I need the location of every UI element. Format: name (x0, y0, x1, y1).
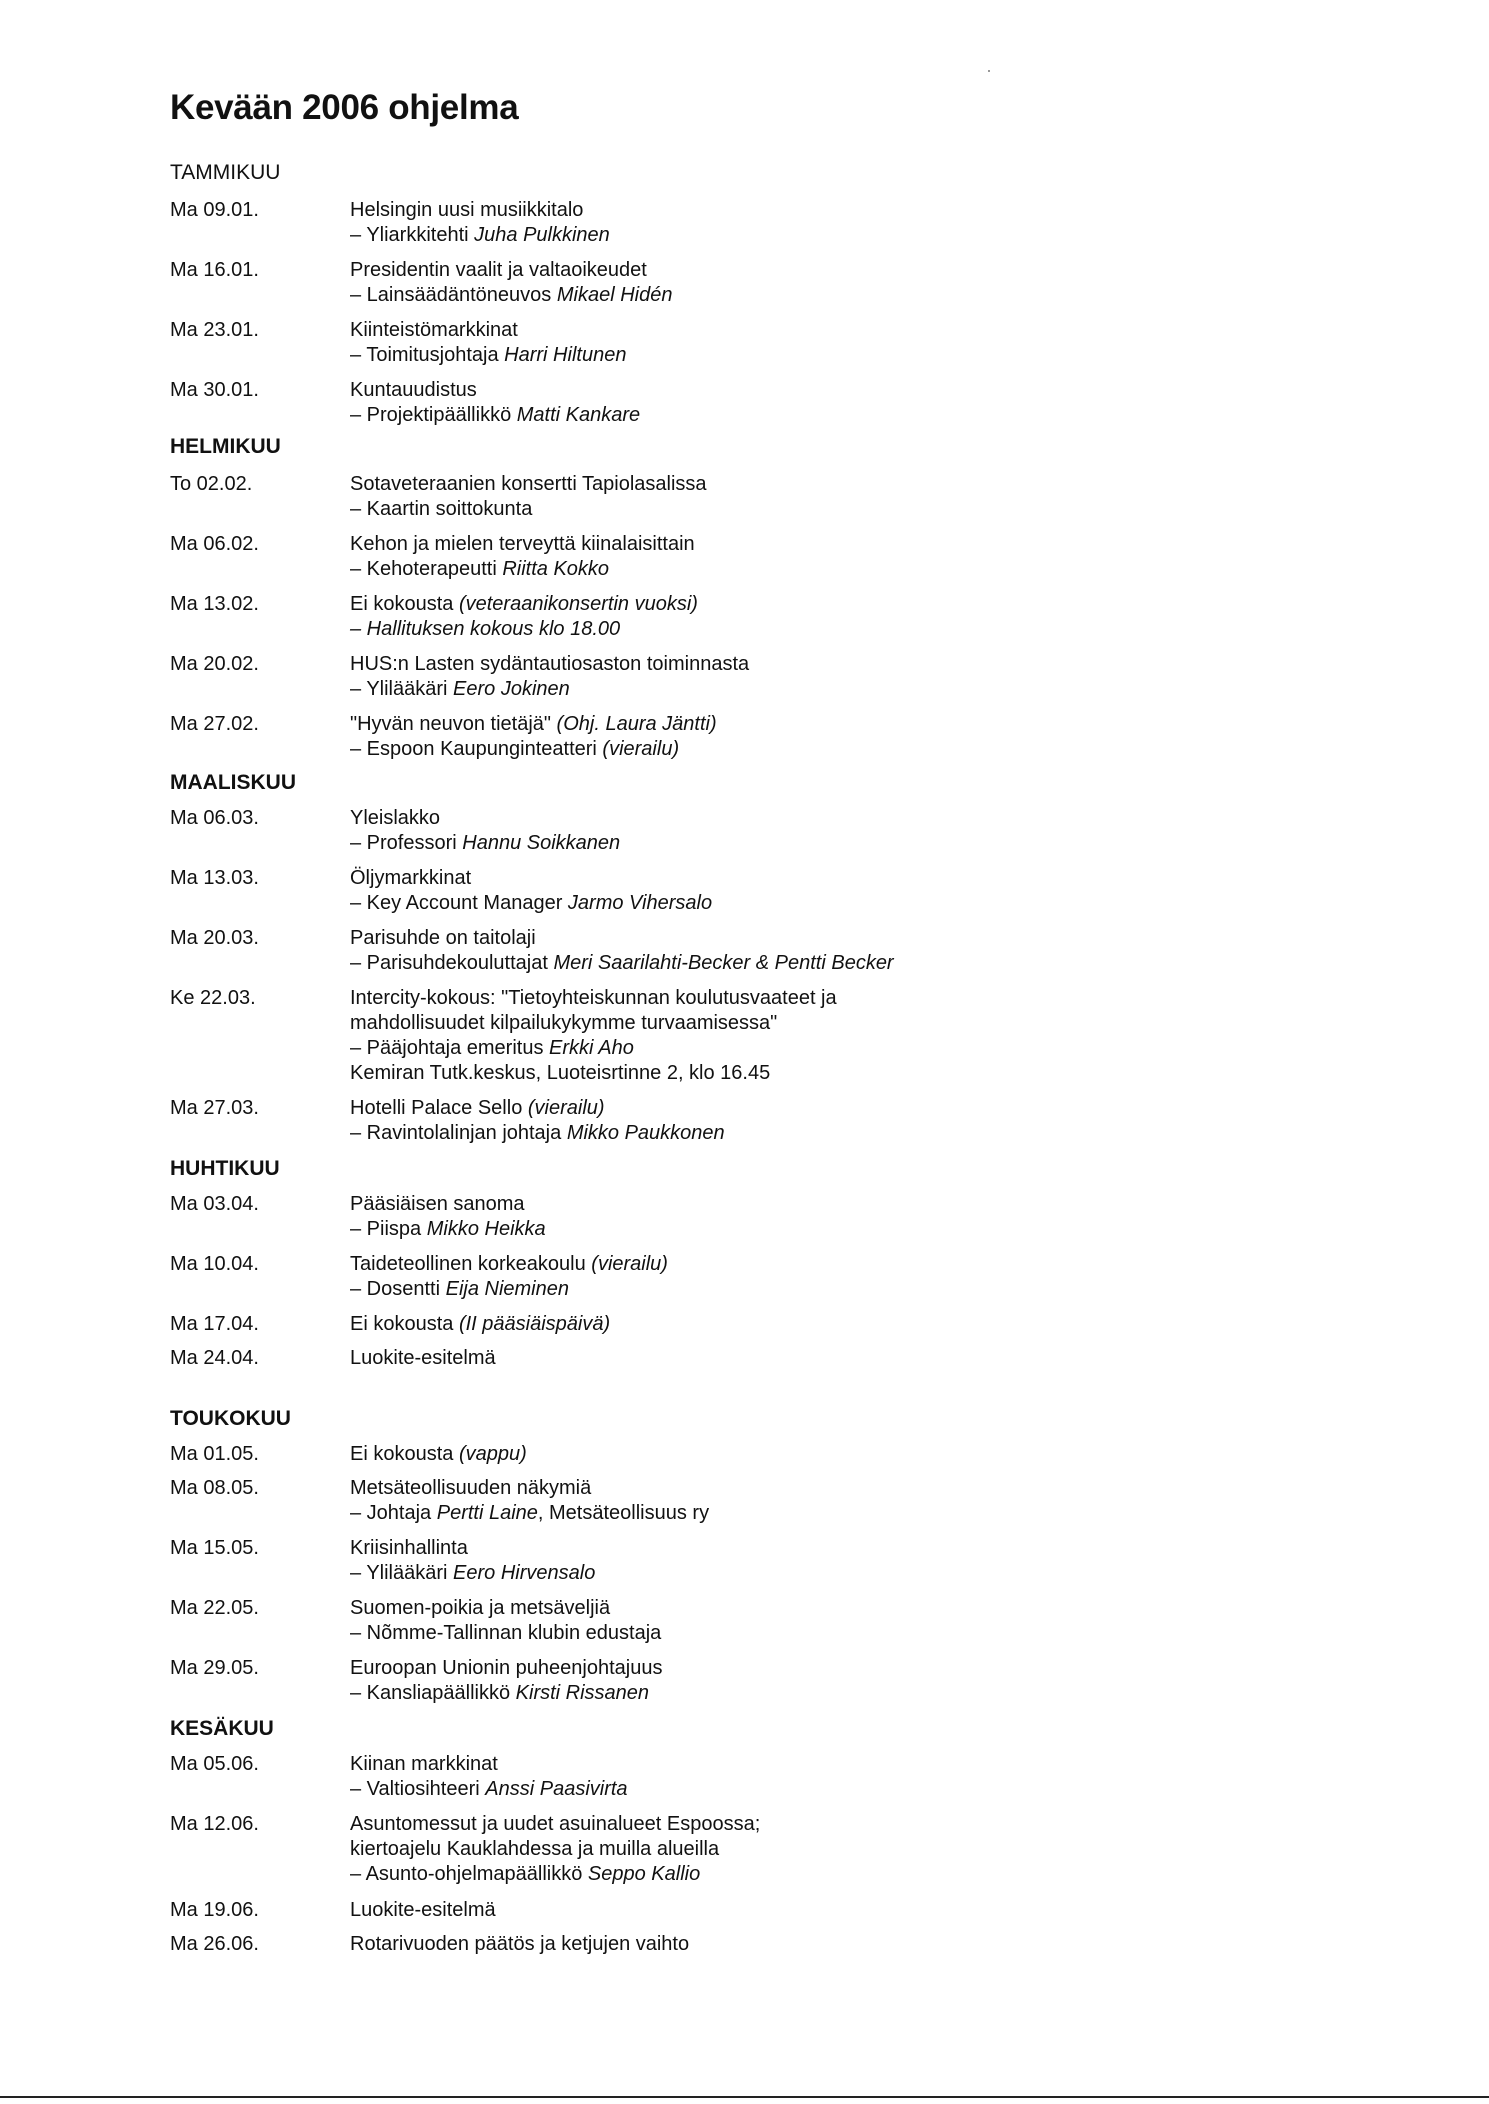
event-text-italic: Jarmo Vihersalo (567, 892, 713, 914)
event-text: Kiinan markkinat (350, 1753, 498, 1775)
event-text: – Valtiosihteeri (350, 1778, 486, 1800)
event-date: Ma 13.02. (170, 593, 259, 615)
event-line (350, 1501, 709, 1526)
event-text: – Johtaja (350, 1502, 437, 1524)
event-text-italic: Juha Pulkkinen (474, 224, 610, 246)
event-line (350, 1932, 689, 1957)
event-text-italic: (II pääsiäispäivä) (458, 1313, 611, 1335)
month-heading: HELMIKUU (170, 435, 281, 458)
event-text-italic: (vierailu) (591, 1253, 668, 1275)
event-line (350, 1837, 760, 1862)
event-text: – Yliarkkitehti (350, 224, 475, 246)
event-text: Kuntauudistus (350, 379, 477, 401)
event-text-italic: (vierailu) (527, 1097, 605, 1119)
event-description (350, 1096, 725, 1146)
event-text-italic: Mikko Paukkonen (566, 1122, 725, 1144)
event-date: To 02.02. (170, 473, 253, 495)
event-description (350, 926, 894, 976)
event-text: HUS:n Lasten sydäntautiosaston toiminnasta (350, 653, 750, 675)
event-line (350, 712, 717, 737)
event-date: Ma 30.01. (170, 379, 259, 401)
event-date: Ma 20.03. (170, 927, 259, 949)
event-line (350, 1898, 496, 1923)
month-heading: KESÄKUU (170, 1717, 274, 1740)
event-date: Ma 09.01. (170, 199, 259, 221)
event-date: Ma 10.04. (170, 1253, 259, 1275)
event-line (350, 1476, 709, 1501)
event-line (350, 198, 610, 223)
event-text-italic: Erkki Aho (549, 1037, 634, 1059)
event-text: – Lainsäädäntöneuvos (350, 284, 557, 306)
event-text: Taideteollinen korkeakoulu (350, 1253, 592, 1275)
event-date: Ma 06.03. (170, 807, 259, 829)
event-description (350, 1476, 709, 1526)
event-line (350, 677, 749, 702)
event-text: Sotaveteraanien konsertti Tapiolasalissa (350, 473, 707, 495)
event-text: Luokite-esitelmä (350, 1899, 496, 1921)
event-description (350, 1932, 689, 1957)
event-description (350, 1752, 628, 1802)
event-date: Ma 17.04. (170, 1313, 259, 1335)
event-text-italic: Mikael Hidén (556, 284, 673, 306)
event-description (350, 806, 620, 856)
event-description (350, 1536, 595, 1586)
event-line (350, 283, 672, 308)
event-line (350, 866, 712, 891)
event-text: – Toimitusjohtaja (350, 344, 505, 366)
event-text-italic: (vappu) (458, 1443, 527, 1465)
event-line (350, 1036, 837, 1061)
event-line (350, 1812, 760, 1837)
event-date: Ma 16.01. (170, 259, 259, 281)
event-line (350, 223, 610, 248)
event-line (350, 1217, 546, 1242)
event-line (350, 1192, 546, 1217)
event-date: Ma 23.01. (170, 319, 259, 341)
event-description (350, 1192, 546, 1242)
event-text: – Dosentti (350, 1278, 446, 1300)
event-date: Ma 03.04. (170, 1193, 259, 1215)
event-line (350, 1777, 628, 1802)
event-text: – Professori (350, 832, 463, 854)
event-line (350, 986, 837, 1011)
event-line (350, 926, 894, 951)
event-line (350, 891, 712, 916)
month-heading: HUHTIKUU (170, 1157, 280, 1180)
event-description (350, 532, 695, 582)
event-text-italic: (vierailu) (602, 738, 680, 760)
event-text: mahdollisuudet kilpailukykymme turvaamisessa" (350, 1012, 778, 1034)
event-description (350, 318, 626, 368)
event-text-italic: Hannu Soikkanen (462, 832, 621, 854)
event-line (350, 378, 640, 403)
event-text-italic: (Ohj. Laura Jäntti) (556, 713, 717, 735)
event-text-italic: Pertti Laine (436, 1502, 538, 1524)
event-line (350, 497, 707, 522)
event-description (350, 866, 712, 916)
event-date: Ma 22.05. (170, 1597, 259, 1619)
event-text: Luokite-esitelmä (350, 1347, 496, 1369)
event-description (350, 1252, 668, 1302)
event-line (350, 652, 749, 677)
event-text: – Asunto-ohjelmapäällikkö (350, 1863, 588, 1885)
event-description (350, 1812, 760, 1887)
event-date: Ma 27.02. (170, 713, 259, 735)
event-text-italic: Matti Kankare (516, 404, 641, 426)
event-line (350, 1312, 610, 1337)
event-line (350, 1681, 662, 1706)
event-text: , Metsäteollisuus ry (537, 1502, 710, 1524)
event-date: Ma 08.05. (170, 1477, 259, 1499)
event-description (350, 258, 672, 308)
event-date: Ma 05.06. (170, 1753, 259, 1775)
event-description (350, 1898, 496, 1923)
event-description (350, 592, 698, 642)
event-description (350, 1656, 662, 1706)
event-line (350, 318, 626, 343)
event-text: Ei kokousta (350, 1313, 459, 1335)
event-line (350, 1621, 661, 1646)
event-text: – Kansliapäällikkö (350, 1682, 516, 1704)
event-line (350, 1346, 496, 1371)
event-text-italic: Eero Jokinen (453, 678, 570, 700)
event-line (350, 258, 672, 283)
event-line (350, 472, 707, 497)
event-text-italic: Kirsti Rissanen (515, 1682, 650, 1704)
event-text: Metsäteollisuuden näkymiä (350, 1477, 592, 1499)
event-date: Ma 13.03. (170, 867, 259, 889)
event-text-italic: Anssi Paasivirta (485, 1778, 628, 1800)
event-text-italic: Seppo Kallio (587, 1863, 701, 1885)
event-text: – Projektipäällikkö (350, 404, 517, 426)
event-text-italic: Meri Saarilahti-Becker & Pentti Becker (553, 952, 894, 974)
event-text: – Ravintolalinjan johtaja (350, 1122, 567, 1144)
scan-speck (988, 70, 990, 72)
event-date: Ma 01.05. (170, 1443, 259, 1465)
event-description (350, 986, 837, 1086)
event-text: Helsingin uusi musiikkitalo (350, 199, 584, 221)
event-text: – Espoon Kaupunginteatteri (350, 738, 603, 760)
event-text: – Kehoterapeutti (350, 558, 503, 580)
event-line (350, 1656, 662, 1681)
event-description (350, 1346, 496, 1371)
event-line (350, 1011, 837, 1036)
month-heading: MAALISKUU (170, 771, 296, 794)
event-text: Öljymarkkinat (350, 867, 472, 889)
event-text: Hotelli Palace Sello (350, 1097, 528, 1119)
event-line (350, 1596, 661, 1621)
event-line (350, 557, 695, 582)
event-text: Kemiran Tutk.keskus, Luoteisrtinne 2, klo 16.45 (350, 1062, 771, 1084)
event-date: Ma 06.02. (170, 533, 259, 555)
event-date: Ma 24.04. (170, 1347, 259, 1369)
event-text-italic: Harri Hiltunen (504, 344, 627, 366)
event-description (350, 712, 717, 762)
event-line (350, 592, 698, 617)
event-text: – Piispa (350, 1218, 427, 1240)
event-text: Kriisinhallinta (350, 1537, 468, 1559)
event-text: Parisuhde on taitolaji (350, 927, 536, 949)
event-line (350, 831, 620, 856)
event-text: Suomen-poikia ja metsäveljiä (350, 1597, 611, 1619)
event-text: "Hyvän neuvon tietäjä" (350, 713, 557, 735)
event-text-italic: Mikko Heikka (426, 1218, 546, 1240)
event-line (350, 1061, 837, 1086)
month-heading: TOUKOKUU (170, 1407, 291, 1430)
event-description (350, 198, 610, 248)
event-text: Kiinteistömarkkinat (350, 319, 518, 341)
event-text: – Parisuhdekouluttajat (350, 952, 554, 974)
event-line (350, 343, 626, 368)
event-date: Ma 29.05. (170, 1657, 259, 1679)
event-text: Ei kokousta (350, 593, 459, 615)
event-text-italic: Eero Hirvensalo (453, 1562, 596, 1584)
event-date: Ma 26.06. (170, 1933, 259, 1955)
event-date: Ma 20.02. (170, 653, 259, 675)
event-text: Asuntomessut ja uudet asuinalueet Espoossa; (350, 1813, 761, 1835)
event-line (350, 403, 640, 428)
event-description (350, 1596, 661, 1646)
event-line (350, 806, 620, 831)
event-date: Ma 19.06. (170, 1899, 259, 1921)
event-line (350, 1121, 725, 1146)
event-description (350, 1312, 610, 1337)
event-text: Presidentin vaalit ja valtaoikeudet (350, 259, 647, 281)
event-text: Intercity-kokous: "Tietoyhteiskunnan koulutusvaateet ja (350, 987, 837, 1009)
event-text: Rotarivuoden päätös ja ketjujen vaihto (350, 1933, 690, 1955)
event-text: Kehon ja mielen terveyttä kiinalaisittain (350, 533, 695, 555)
event-text: – Nõmme-Tallinnan klubin edustaja (350, 1622, 662, 1644)
event-line (350, 737, 717, 762)
event-text: Ei kokousta (350, 1443, 459, 1465)
event-line (350, 1862, 760, 1887)
event-line (350, 1277, 668, 1302)
event-text: – Key Account Manager (350, 892, 568, 914)
event-date: Ma 12.06. (170, 1813, 259, 1835)
event-line (350, 1096, 725, 1121)
event-text: – Pääjohtaja emeritus (350, 1037, 550, 1059)
event-description (350, 1442, 527, 1467)
event-line (350, 1442, 527, 1467)
page-title: Kevään 2006 ohjelma (170, 88, 519, 127)
event-description (350, 472, 707, 522)
event-text: Yleislakko (350, 807, 441, 829)
event-text: – Kaartin soittokunta (350, 498, 533, 520)
event-text-italic: – Hallituksen kokous klo 18.00 (350, 618, 621, 640)
event-line (350, 951, 894, 976)
event-text-italic: Riitta Kokko (502, 558, 610, 580)
event-text: – Ylilääkäri (350, 1562, 454, 1584)
month-heading: TAMMIKUU (170, 161, 281, 184)
event-line (350, 1752, 628, 1777)
event-line (350, 1561, 595, 1586)
event-date: Ke 22.03. (170, 987, 256, 1009)
scan-edge-line (0, 2096, 1489, 2098)
event-text: Pääsiäisen sanoma (350, 1193, 525, 1215)
event-line (350, 1252, 668, 1277)
event-line (350, 1536, 595, 1561)
event-text-italic: Eija Nieminen (445, 1278, 569, 1300)
event-line (350, 532, 695, 557)
event-description (350, 652, 749, 702)
event-text-italic: (veteraanikonsertin vuoksi) (458, 593, 698, 615)
event-text: – Ylilääkäri (350, 678, 454, 700)
event-date: Ma 15.05. (170, 1537, 259, 1559)
event-description (350, 378, 640, 428)
event-text: Euroopan Unionin puheenjohtajuus (350, 1657, 663, 1679)
event-text: kiertoajelu Kauklahdessa ja muilla alueilla (350, 1838, 720, 1860)
event-line (350, 617, 698, 642)
event-date: Ma 27.03. (170, 1097, 259, 1119)
